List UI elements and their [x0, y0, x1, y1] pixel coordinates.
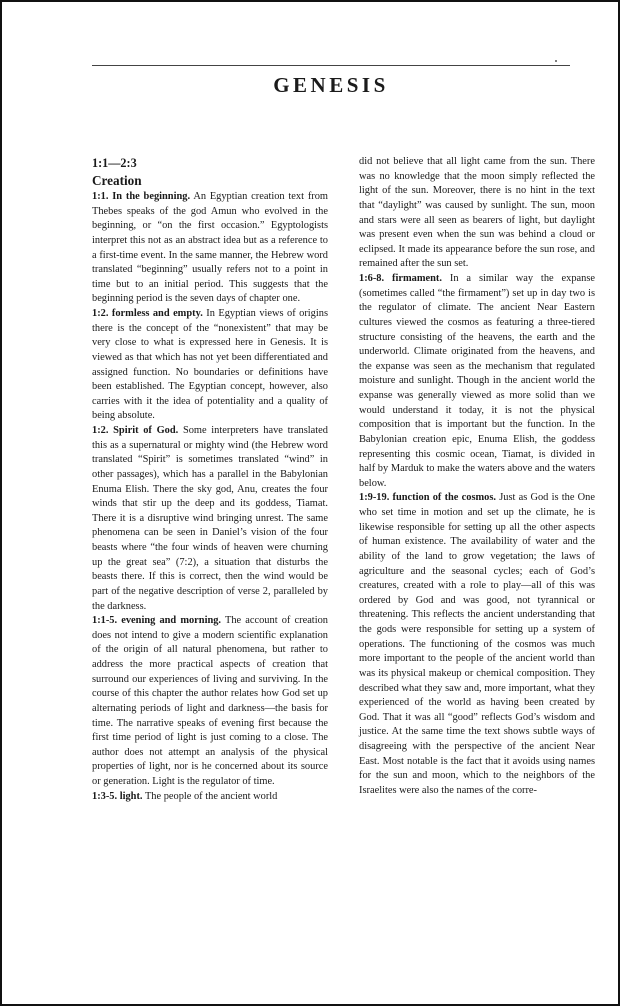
entry-lemma: 1:9-19. function of the cosmos. [359, 492, 496, 504]
entry-text: did not believe that all light came from the sun. There was no knowledge that the moon simply reflected the light of the sun. Moreover, there is no hint in the text that “daylight” was caused by sunlight. The sun, moon and stars were all seen as bearers of light, but daylight was present even when the sun was behind a cloud or eclipsed. It made its appearance before the sun rose, and remained after the sun set. [359, 156, 595, 270]
entry-lemma: 1:6-8. firmament. [359, 273, 442, 284]
entry-lemma: 1:3-5. light. [92, 790, 143, 802]
left-column [92, 155, 328, 804]
header-rule [92, 65, 570, 66]
commentary-entry [359, 491, 595, 798]
commentary-entry [92, 424, 328, 614]
speck-mark [555, 60, 557, 62]
entry-text: The people of the ancient world [144, 790, 278, 802]
entry-text: Just as God is the One who set time in motion and set up the climate, he is likewise responsible for setting up all the other aspects of human existence. The availability of water and the ability of the land to grow vegetation; the laws of agriculture and the seasonal cycles; each of God’s creatures, created with a role to play—all of this was ordered by God and was good, not tyrannical or threatening. This reflects the ancient understanding that the gods were responsible for setting up a system of operations. The functioning of the cosmos was much more important to the people of the ancient world than was its physical makeup or chemical composition. They described what they saw and, more important, what they experienced of the world as having been created by God. That it was all “good” reflects God’s wisdom and justice. At the same time the text shows subtle ways of disagreeing with the perspective of the ancient Near East. Most notable is the fact that it avoids using names for the sun and moon, which to the neighbors of the Israelites were also the names of the corre- [359, 492, 595, 796]
entry-text: Some interpreters have translated this as a supernatural or mighty wind (the Hebrew word translated “Spirit” is sometimes translated “wind” in other passages), which has a parallel in the Babylonian Enuma Elish. There the sky god, Anu, creates the four winds that stir up the deep and its goddess, Tiamat. There it is a disruptive wind bringing unrest. The same phenomena can be seen in Daniel’s vision of the four beasts where “the four winds of heaven were churning up the great sea” (7:2), a situation that disturbs the beasts there. If this is correct, then the wind would be part of the negative description of verse 2, paralleled by the darkness. [92, 425, 328, 612]
entry-text: In a similar way the expanse (sometimes called “the firmament”) set up in day two is the regulator of climate. The ancient Near Eastern cultures viewed the cosmos as featuring a three-tiered structure consisting of the heavens, the earth and the underworld. Climate originated from the heavens, and the expanse was seen as the mechanism that regulated moisture and sunlight. Though in the ancient world the expanse was generally viewed as more solid than we would understand it today, it is not the physical composition that is important but the function. In the Babylonian creation epic, Enuma Elish, the goddess representing this cosmic ocean, Tiamat, is divided in half by Marduk to make the waters above and the waters below. [359, 273, 595, 489]
passage-reference: 1:1—2:3 [92, 156, 137, 170]
entry-text: An Egyptian creation text from Thebes speaks of the god Amun who evolved in the beginning, or “on the first occasion.” Egyptologists interpret this not as an abstract idea but as a reference to a first-time event. In the same manner, the Hebrew word translated “beginning” usually refers not to a point in time but to an initial period. This suggests that the beginning period is the seven days of chapter one. [92, 191, 329, 305]
entry-text: In Egyptian views of origins there is the concept of the “nonexistent” that may be very close to what is expressed here in Genesis. It is viewed as that which has not yet been differentiated and assigned function. No boundaries or definitions have been established. The Egyptian concept, however, also carries with it the idea of potentiality and a quality of being absolute. [92, 308, 328, 422]
commentary-entry [92, 307, 328, 424]
entry-lemma: 1:1-5. evening and morning. [92, 615, 222, 627]
right-column [359, 155, 595, 799]
commentary-entry [359, 272, 595, 491]
commentary-entry [92, 790, 328, 805]
entry-lemma: 1:2. Spirit of God. [92, 425, 179, 436]
entry-lemma: 1:2. formless and empty. [92, 308, 203, 319]
section-title: Creation [92, 173, 142, 188]
entry-text: The account of creation does not intend to give a modern scientific explanation of the origin of all natural phenomena, but rather to address the more practical aspects of creation that surround our experiences of living and surviving. In the course of this chapter the author relates how God set up alternating periods of light and darkness—the basis for time. The narrative speaks of evening first because the first time period of light is just coming to a close. The author does not attempt an analysis of the physical properties of light, nor is he concerned about its source or generation. Light is the regulator of time. [92, 615, 328, 787]
commentary-entry [92, 614, 328, 790]
page-title: GENESIS [273, 73, 389, 97]
commentary-entry [359, 155, 595, 272]
entry-lemma: 1:1. In the beginning. [92, 191, 191, 202]
commentary-entry [92, 190, 328, 307]
